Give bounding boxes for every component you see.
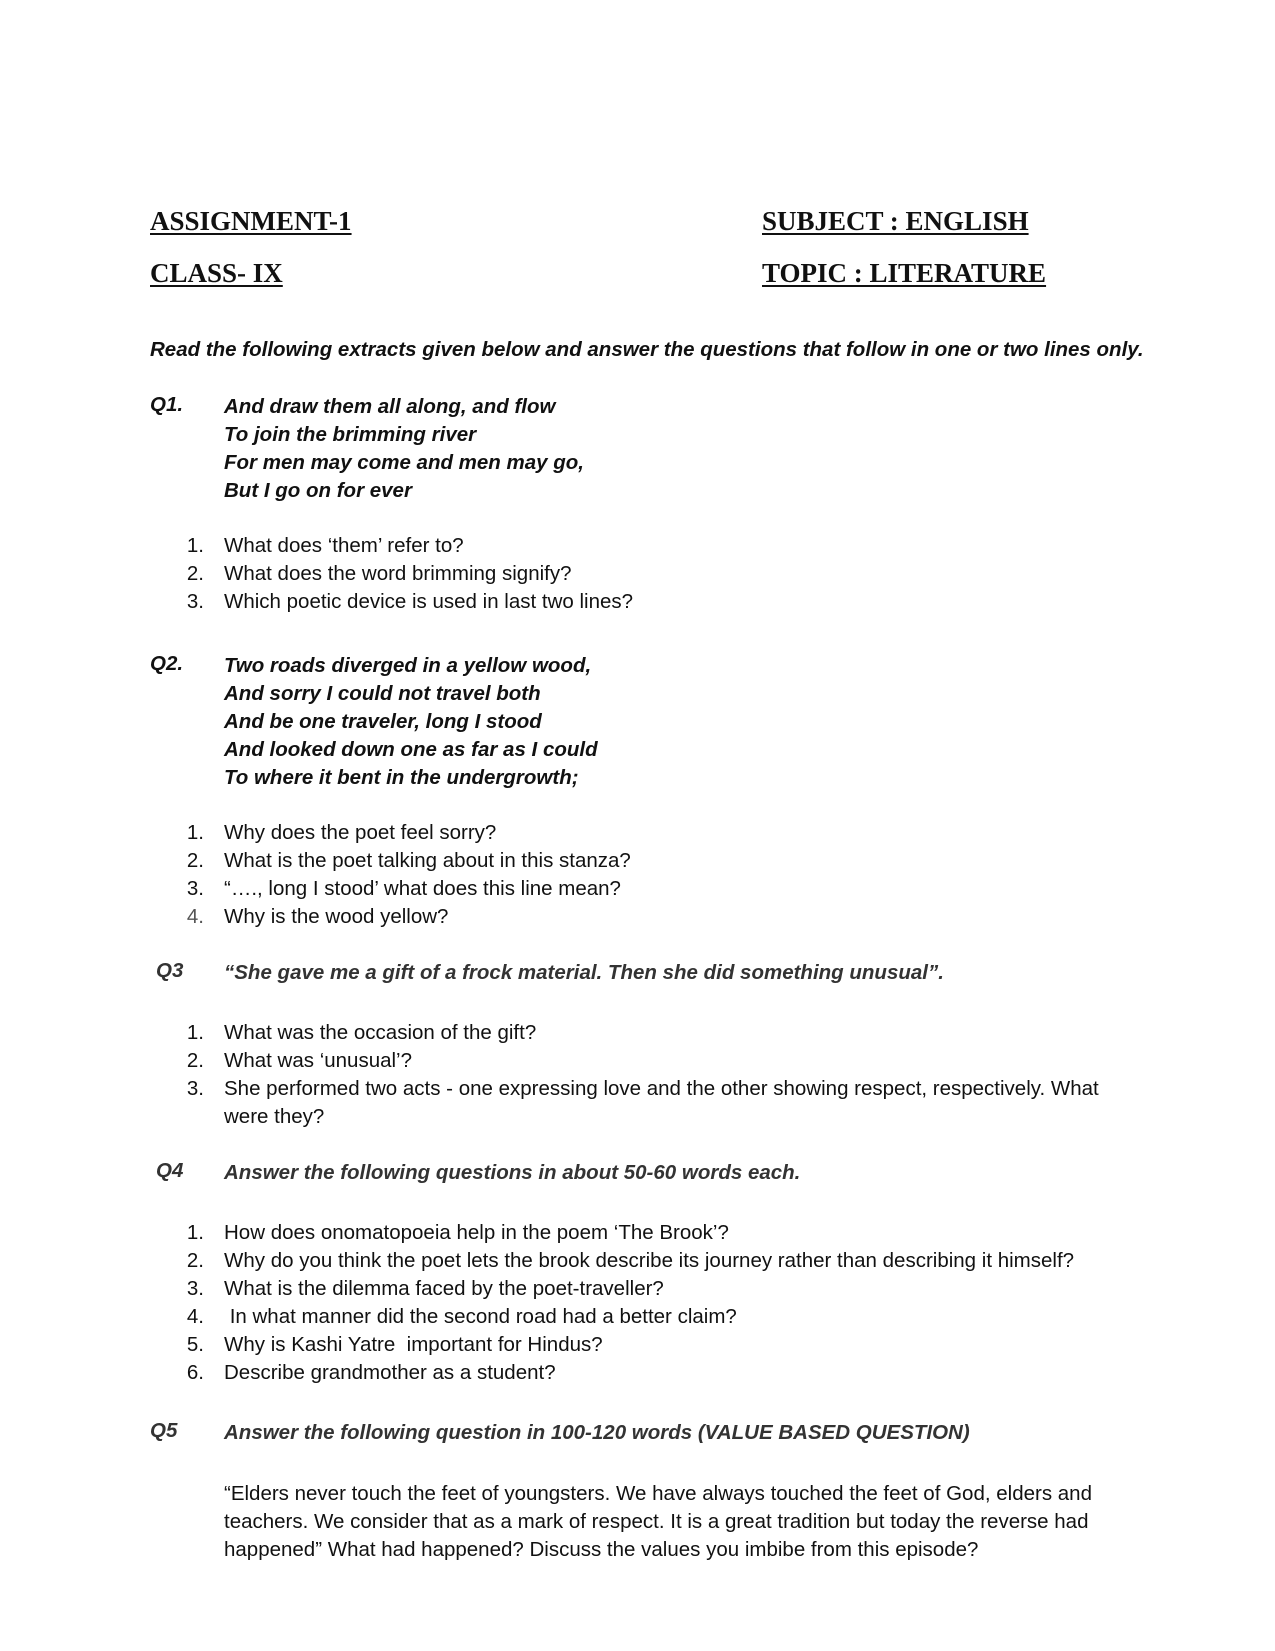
list-item [182, 1331, 1142, 1359]
item-number: 1. [186, 1021, 204, 1044]
item-text: Which poetic device is used in last two lines? [224, 590, 634, 613]
list-item [182, 1075, 1136, 1131]
item-text: What is the dilemma faced by the poet-traveller? [224, 1277, 664, 1300]
item-text: Why does the poet feel sorry? [224, 821, 497, 844]
item-text: Why do you think the poet lets the brook describe its journey rather than describing it himself? [224, 1249, 1075, 1272]
item-text: Describe grandmother as a student? [224, 1361, 556, 1384]
q2-question-list [182, 819, 1142, 931]
item-text: What does the word brimming signify? [224, 562, 572, 585]
item-text: In what manner did the second road had a better claim? [224, 1305, 737, 1328]
q5-label: Q5 [150, 1419, 178, 1442]
extract-line: “She gave me a gift of a frock material. Then she did something unusual”. [224, 961, 944, 984]
q4-label: Q4 [156, 1159, 184, 1182]
extract-line: To where it bent in the undergrowth; [224, 766, 579, 789]
q1-label: Q1. [150, 393, 184, 416]
extract-line: And looked down one as far as I could [224, 738, 598, 761]
subject-title: SUBJECT : ENGLISH [762, 206, 1029, 236]
list-item [182, 847, 1142, 875]
list-item [182, 1219, 1142, 1247]
item-number: 2. [186, 1249, 204, 1272]
item-text: What does ‘them’ refer to? [224, 534, 464, 557]
topic-title: TOPIC : LITERATURE [762, 258, 1047, 288]
instruction-text: Read the following extracts given below and answer the questions that follow in one or two lines only. [150, 338, 1144, 361]
list-item [182, 1019, 1142, 1047]
q4-question-list [182, 1219, 1142, 1387]
item-number: 2. [186, 562, 204, 585]
item-number: 4. [186, 1305, 204, 1328]
class-title: CLASS- IX [150, 258, 283, 288]
q5-heading [224, 1419, 970, 1447]
item-number: 5. [186, 1333, 204, 1356]
item-number: 1. [186, 821, 204, 844]
section-heading: Answer the following questions in about 50-60 words each. [224, 1161, 801, 1184]
list-item [182, 903, 1142, 931]
item-number: 3. [186, 1077, 204, 1100]
extract-line: Two roads diverged in a yellow wood, [224, 654, 592, 677]
item-number: 1. [186, 1221, 204, 1244]
item-text: She performed two acts - one expressing love and the other showing respect, respectively. What were they? [224, 1077, 1099, 1128]
list-item [182, 1359, 1142, 1387]
q4-heading [224, 1159, 800, 1187]
item-text: What was ‘unusual’? [224, 1049, 413, 1072]
extract-line: And be one traveler, long I stood [224, 710, 542, 733]
q1-question-list [182, 532, 1142, 616]
extract-line: But I go on for ever [224, 479, 412, 502]
extract-line: And sorry I could not travel both [224, 682, 541, 705]
item-number: 3. [186, 1277, 204, 1300]
q3-label: Q3 [156, 959, 184, 982]
q3-question-list [182, 1019, 1142, 1131]
list-item [182, 1303, 1142, 1331]
item-number: 2. [186, 849, 204, 872]
item-number: 4. [186, 905, 204, 928]
list-item [182, 588, 1142, 616]
item-text: Why is the wood yellow? [224, 905, 449, 928]
list-item [182, 1275, 1142, 1303]
item-text: Why is Kashi Yatre important for Hindus? [224, 1333, 603, 1356]
list-item [182, 875, 1142, 903]
item-text: How does onomatopoeia help in the poem ‘The Brook’? [224, 1221, 729, 1244]
list-item [182, 532, 1142, 560]
list-item [182, 819, 1142, 847]
list-item [182, 1247, 1142, 1275]
item-number: 3. [186, 877, 204, 900]
q5-passage: “Elders never touch the feet of youngsters. We have always touched the feet of God, elders and teachers. We consider that as a mark of respect. It is a great tradition but today the reverse had happened” What had happened? Discuss the values you imbibe from this episode? [224, 1482, 1092, 1561]
q2-label: Q2. [150, 652, 184, 675]
item-number: 1. [186, 534, 204, 557]
extract-line: For men may come and men may go, [224, 451, 584, 474]
section-heading: Answer the following question in 100-120 words (VALUE BASED QUESTION) [224, 1421, 970, 1444]
item-number: 2. [186, 1049, 204, 1072]
q3-extract [224, 959, 944, 987]
item-text: What is the poet talking about in this stanza? [224, 849, 631, 872]
extract-line: And draw them all along, and flow [224, 395, 556, 418]
assignment-title: ASSIGNMENT-1 [150, 206, 352, 236]
extract-line: To join the brimming river [224, 423, 477, 446]
item-number: 3. [186, 590, 204, 613]
item-number: 6. [186, 1361, 204, 1384]
list-item [182, 560, 1142, 588]
item-text: What was the occasion of the gift? [224, 1021, 537, 1044]
q2-extract [224, 652, 598, 792]
q1-extract [224, 393, 584, 505]
item-text: “…., long I stood’ what does this line mean? [224, 877, 621, 900]
list-item [182, 1047, 1142, 1075]
